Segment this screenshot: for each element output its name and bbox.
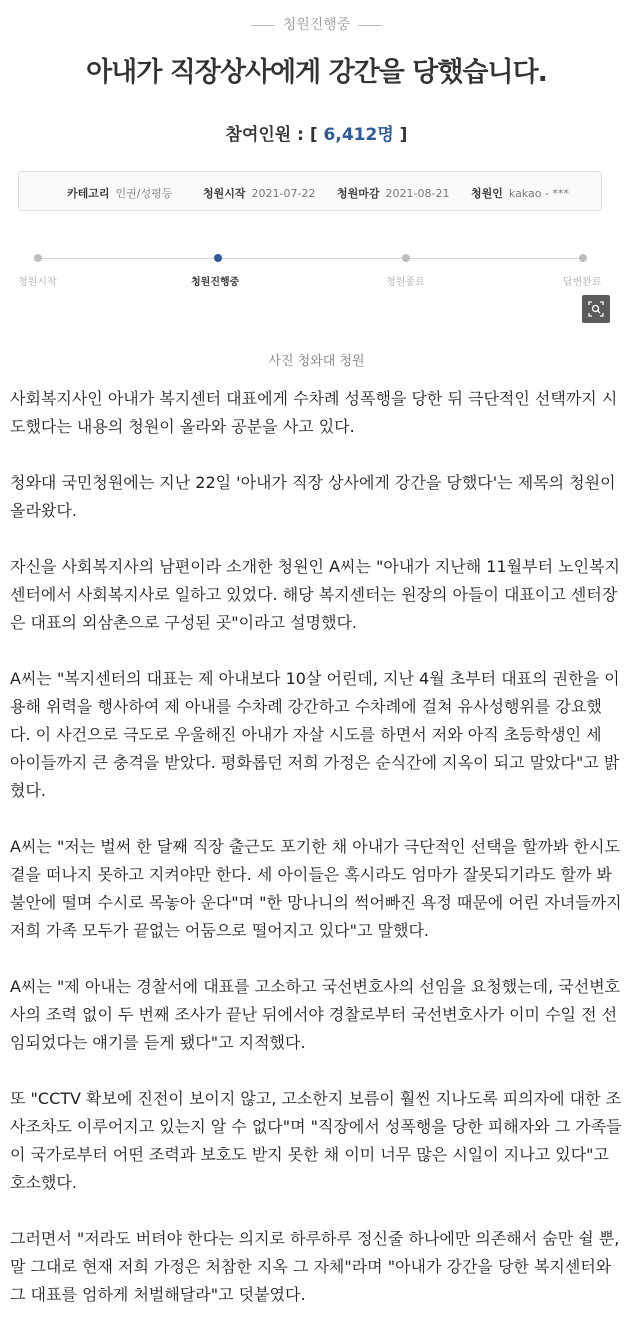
info-petitioner [471,185,569,201]
article-paragraph: A씨는 "저는 벌써 한 달째 직장 출근도 포기한 채 아내가 극단적인 선택을 할까봐 한시도 곁을 떠나지 못하고 지켜야만 한다. 세 아이들은 혹시라도 엄마가 잘못되기라도 할까 봐 불안에 떨며 수시로 목놓아 운다"며 "한 망나니의 썩어빠진 욕정 때문에 어린 자녀들까지 저희 가족 모두가 끝없는 어둠으로 떨어지고 있다"고 말했다. [10,837,622,940]
petition-title: 아내가 직장상사에게 강간을 당했습니다. [86,57,547,88]
info-start [203,185,315,201]
info-key: 청원시작 [203,187,246,200]
article-paragraph: 또 "CCTV 확보에 진전이 보이지 않고, 고소한지 보름이 훨씬 지나도록 피의자에 대한 조사조차도 이루어지고 있는지 알 수 없다"며 "직장에서 성폭행을 당한 피해자와 그 가족들이 국가로부터 어떤 조력과 보호도 받지 못한 채 이미 너무 많은 시일이 지나고 있다"고 호소했다. [10,1089,622,1192]
photo-caption: 사진 청와대 청원 [268,354,365,369]
article-paragraph: 그러면서 "저라도 버텨야 한다는 의지로 하루하루 정신줄 하나에만 의존해서 숨만 쉴 뿐, 말 그대로 현재 저희 가정은 처참한 지옥 그 자체"라며 "아내가 강간을 당한 복지센터와 그 대표를 엄하게 처벌해달라"고 덧붙였다. [10,1229,620,1304]
info-value: 인권/성평등 [115,187,173,200]
petition-status [0,14,633,34]
article-paragraph: 자신을 사회복지사의 남편이라 소개한 청원인 A씨는 "아내가 지난해 11월부터 노인복지센터에서 사회복지사로 일하고 있었다. 해당 복지센터는 원장의 아들이 대표이고 센터장은 대표의 외삼촌으로 구성된 곳"이라고 설명했다. [10,557,620,632]
participant-count [0,120,633,145]
info-key: 청원인 [471,187,503,200]
step-dot-active [214,254,222,262]
step-label: 청원종료 [386,277,425,288]
step-dot [579,254,587,262]
info-value: 2021-08-21 [385,187,450,200]
petition-screenshot-image [0,0,633,335]
divider [251,25,275,26]
article-body [10,385,622,1337]
article-paragraph: A씨는 "복지센터의 대표는 제 아내보다 10살 어린데, 지난 4월 초부터 대표의 권한을 이용해 위력을 행사하여 제 아내를 수차례 강간하고 수차례에 걸쳐 유사성행위를 강요했다. 이 사건으로 극도로 우울해진 아내가 자살 시도를 하면서 저와 아직 초등학생인 세 아이들까지 큰 충격을 받았다. 평화롭던 저희 가정은 순식간에 지옥이 되고 말았다"고 밝혔다. [10,669,620,800]
article-paragraph: 사회복지사인 아내가 복지센터 대표에게 수차례 성폭행을 당한 뒤 극단적인 선택까지 시도했다는 내용의 청원이 올라와 공분을 사고 있다. [10,389,618,436]
article-paragraph: A씨는 "제 아내는 경찰서에 대표를 고소하고 국선변호사의 선임을 요청했는데, 국선변호사의 조력 없이 두 번째 조사가 끝난 뒤에서야 경찰로부터 국선변호사가 이미 수일 전 선임되었다는 얘기를 듣게 됐다"고 지적했다. [10,977,621,1052]
step-label: 답변완료 [563,277,602,288]
progress-track [38,258,583,259]
divider [358,25,382,26]
step-label-active: 청원진행중 [191,277,240,288]
participant-number: 6,412명 [323,125,394,145]
petition-info-box [18,171,602,211]
step-label: 청원시작 [18,277,57,288]
info-key: 카테고리 [67,187,110,200]
article-paragraph: 청와대 국민청원에는 지난 22일 '아내가 직장 상사에게 강간을 당했다'는 제목의 청원이 올라왔다. [10,473,616,520]
zoom-button[interactable] [582,295,610,323]
participant-close: ] [399,125,408,145]
info-value: 2021-07-22 [251,187,316,200]
step-dot [402,254,410,262]
petition-status-text: 청원진행중 [282,17,351,33]
participant-label: 참여인원 : [ [225,125,318,145]
zoom-icon [588,301,604,317]
info-value: kakao - *** [508,187,569,200]
info-end [337,185,449,201]
info-category [67,185,172,201]
info-key: 청원마감 [337,187,380,200]
step-dot [34,254,42,262]
